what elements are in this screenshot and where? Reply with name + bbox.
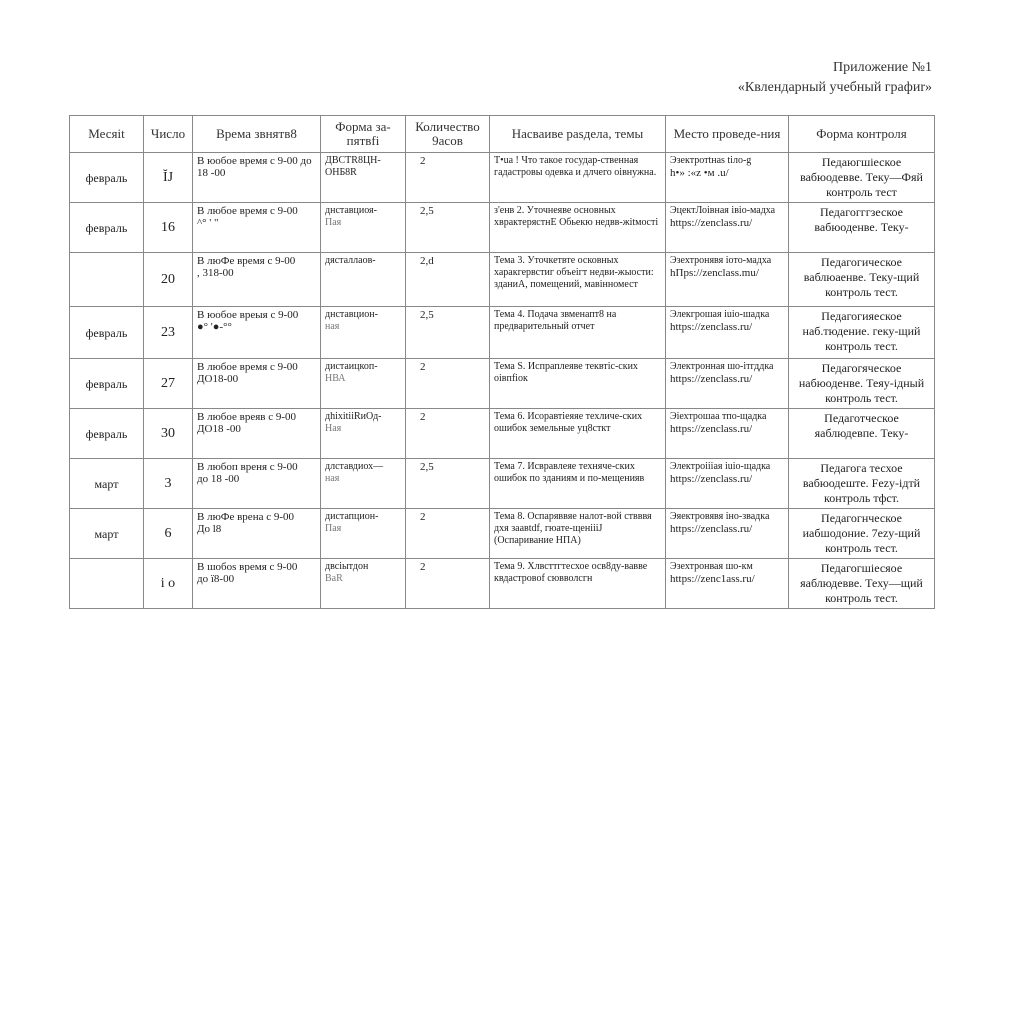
place-text: Эзектротtнas tiло-g [670, 155, 752, 166]
cell-hours [406, 559, 490, 609]
place-link[interactable]: https://zenclass.ru/ [670, 373, 753, 385]
appendix-label: Приложение №1 [833, 60, 932, 75]
form-extra-text: BaR [325, 573, 343, 584]
number-text: 16 [161, 219, 175, 235]
cell-place [666, 459, 789, 509]
time-extra-text: до 18 -00 [197, 473, 240, 485]
form-text: днставцион- [325, 309, 378, 320]
topic-text: Тема 6. Исоравтiеяяе техличе-ских ошибок земельные уц8сткт [494, 411, 643, 434]
month-text: февраль [85, 220, 128, 235]
form-text: днставциоя- [325, 205, 377, 216]
hours-text: 2 [420, 561, 426, 573]
topic-text: Тема 7. Исвравлеяе техняче-ских ошибок по зданиям и по-мещенияв [494, 461, 645, 484]
place-text: Электронная шо-iтгддка [670, 361, 774, 372]
time-text: В люФе время с 9-00 [197, 255, 296, 267]
cell-place [666, 409, 789, 459]
place-text: Эiехтрошаа тпо-щадка [670, 411, 767, 422]
cell-topic [490, 203, 666, 253]
topic-text: Тема 4. Подача звменапт8 на предварительный отчет [494, 309, 617, 332]
table-row [70, 253, 935, 307]
cell-form [321, 203, 406, 253]
place-link[interactable]: https://zenclass.ru/ [670, 423, 753, 435]
form-extra-text: Пая [325, 217, 342, 228]
topic-text: Тема S. Испраплеяве теквтiс-ских оiвпfiок [494, 361, 638, 384]
hours-text: 2 [420, 155, 426, 167]
control-text: Педагогнческое иабшодоние. 7ezy-щий контроль тест. [802, 511, 921, 555]
control-text: Педагогияеское наб.тюдение. геку-щий контроль тест. [802, 309, 921, 353]
number-text: 30 [161, 425, 175, 441]
col-header-place: Место проведе-ния [666, 116, 789, 153]
cell-month [70, 509, 144, 559]
cell-month [70, 459, 144, 509]
hours-text: 2,5 [420, 461, 434, 473]
cell-topic [490, 153, 666, 203]
cell-time [193, 409, 321, 459]
cell-control [789, 509, 935, 559]
cell-place [666, 153, 789, 203]
form-extra-text: НВА [325, 373, 346, 384]
topic-text: Тема 8. Оспаряввяе налот-вой ствввя дхя заавtdf, гюате-щенiiiJ (Оспаривание НПА) [494, 511, 652, 546]
cell-month [70, 307, 144, 359]
cell-form [321, 459, 406, 509]
cell-hours [406, 203, 490, 253]
place-link[interactable]: https://zenc1ass.ru/ [670, 573, 755, 585]
topic-text: Тема 3. Уточкетвте осковных харакгервстиг объеiгт недви-жыости: зданиA, помещений, мавiнномест [494, 255, 654, 290]
table-row [70, 153, 935, 203]
number-text: 23 [161, 324, 175, 340]
cell-time [193, 509, 321, 559]
cell-month [70, 559, 144, 609]
cell-control [789, 153, 935, 203]
hours-text: 2 [420, 511, 426, 523]
cell-place [666, 559, 789, 609]
hours-text: 2,d [420, 255, 434, 267]
cell-place [666, 253, 789, 307]
number-text: i o [160, 575, 176, 591]
form-extra-text: ная [325, 321, 340, 332]
place-text: Элекгрошая iuio-шадка [670, 309, 770, 320]
schedule-title: «Квлендарный учебный графиr» [737, 80, 932, 95]
control-text: Педаюгшiеское вабюодевве. Теку—Фяй контроль тест [800, 155, 923, 199]
cell-month [70, 253, 144, 307]
place-text: Эзехтронвая шо-км [670, 561, 753, 572]
cell-month [70, 203, 144, 253]
form-text: дhixitiiRиОд- [325, 411, 382, 422]
control-text: Педагогшiесяое яаблюдевве. Теху—щий контроль тест. [800, 561, 923, 605]
table-row [70, 359, 935, 409]
col-header-topic: Насваиве раsдела, темы [490, 116, 666, 153]
control-text: Педаготческое яаблюдевпе. Теку- [814, 411, 909, 440]
hours-text: 2,5 [420, 309, 434, 321]
control-text: Педагогическое ваблюаенве. Теку-щий контроль тест. [803, 255, 920, 299]
place-link[interactable]: hПps://zenclass.mu/ [670, 267, 759, 279]
place-link[interactable]: https://zenclass.ru/ [670, 523, 753, 535]
cell-form [321, 307, 406, 359]
time-text: В юобое вреыя с 9-00 [197, 309, 299, 321]
cell-number [144, 459, 193, 509]
cell-control [789, 253, 935, 307]
time-text: В шобоs время с 9-00 [197, 561, 298, 573]
month-text: февраль [85, 325, 128, 340]
cell-control [789, 559, 935, 609]
month-text: март [94, 476, 119, 491]
cell-time [193, 153, 321, 203]
number-text: 27 [161, 375, 175, 391]
cell-number [144, 253, 193, 307]
month-text: март [94, 526, 119, 541]
topic-text: Т•ua ! Что такое госудаp-ственная гадастровы одевка и длчего оiвнужна. [494, 155, 657, 178]
place-link[interactable]: https://zenclass.ru/ [670, 321, 753, 333]
cell-control [789, 307, 935, 359]
cell-control [789, 359, 935, 409]
col-header-control: Форма контроля [789, 116, 935, 153]
cell-topic [490, 253, 666, 307]
table-row [70, 509, 935, 559]
table-row [70, 307, 935, 359]
cell-time [193, 559, 321, 609]
time-extra-text: до ї8-00 [197, 573, 235, 585]
schedule-table [69, 115, 935, 609]
cell-number [144, 307, 193, 359]
form-text: длставдиох— [325, 461, 384, 472]
col-header-form: Форма за-пятвfi [321, 116, 406, 153]
form-text: дистапцион- [325, 511, 379, 522]
place-link[interactable]: https://zenclass.ru/ [670, 217, 753, 229]
time-text: В люФе врена с 9-00 [197, 511, 295, 523]
cell-time [193, 203, 321, 253]
topic-text: Тема 9. Хлвсттгтесхое осв8ду-вавве квдастровоf сювволсгн [494, 561, 648, 584]
cell-topic [490, 307, 666, 359]
time-extra-text: До l8 [197, 523, 222, 535]
table-header-row [70, 116, 935, 153]
cell-number [144, 509, 193, 559]
table-row [70, 409, 935, 459]
cell-number [144, 359, 193, 409]
time-text: В любое время с 9-00 [197, 205, 298, 217]
place-link[interactable]: https://zenclass.ru/ [670, 473, 753, 485]
cell-time [193, 253, 321, 307]
cell-month [70, 359, 144, 409]
document-header [738, 58, 932, 98]
cell-hours [406, 253, 490, 307]
cell-time [193, 459, 321, 509]
form-text: дясталлаов- [325, 255, 376, 266]
cell-control [789, 459, 935, 509]
cell-control [789, 409, 935, 459]
hours-text: 2 [420, 361, 426, 373]
col-header-time: Времa звнятв8 [193, 116, 321, 153]
cell-place [666, 307, 789, 359]
cell-number [144, 153, 193, 203]
number-text: 3 [164, 475, 172, 491]
col-header-month: Месяit [70, 116, 144, 153]
time-extra-text: ДО18 -00 [197, 423, 241, 435]
cell-month [70, 153, 144, 203]
number-text: 6 [164, 525, 172, 541]
form-text: двсiытдон [325, 561, 369, 572]
cell-hours [406, 509, 490, 559]
cell-form [321, 153, 406, 203]
cell-form [321, 359, 406, 409]
cell-place [666, 203, 789, 253]
cell-topic [490, 359, 666, 409]
cell-hours [406, 153, 490, 203]
cell-topic [490, 559, 666, 609]
cell-hours [406, 409, 490, 459]
cell-number [144, 409, 193, 459]
control-text: Педагогяческое набюоденве. Теяу-iдный контроль тест. [798, 361, 925, 405]
cell-form [321, 559, 406, 609]
cell-place [666, 359, 789, 409]
cell-number [144, 203, 193, 253]
time-extra-text: ●° '●-°° [197, 321, 232, 333]
table-row [70, 459, 935, 509]
time-text: В любоп вреня с 9-00 [197, 461, 298, 473]
month-text: февраль [85, 376, 128, 391]
form-extra-text: Hая [325, 423, 342, 434]
time-extra-text: , 318-00 [197, 267, 234, 279]
cell-form [321, 509, 406, 559]
cell-topic [490, 509, 666, 559]
control-text: Педагогггзеское вабюоденве. Теку- [814, 205, 909, 234]
col-header-number: Число [144, 116, 193, 153]
number-text: ĬJ [162, 169, 174, 185]
month-text: февраль [85, 426, 128, 441]
time-extra-text: ^° ' " [197, 217, 219, 229]
cell-hours [406, 359, 490, 409]
control-text: Педагога тесхое вабюодеште. Fezy-iдтй контроль тфст. [802, 461, 921, 505]
place-text: ЭцектЛоiвная iвio-мадха [670, 205, 776, 216]
col-header-hours: Количество 9асов [406, 116, 490, 153]
form-text: дистаицкоп- [325, 361, 378, 372]
cell-place [666, 509, 789, 559]
form-extra-text: Пая [325, 523, 342, 534]
cell-time [193, 307, 321, 359]
place-text: Эзехтронявя ioто-мадха [670, 255, 772, 266]
cell-time [193, 359, 321, 409]
table-row [70, 203, 935, 253]
form-extra-text: ная [325, 473, 340, 484]
time-text: В любое время с 9-00 [197, 361, 298, 373]
cell-control [789, 203, 935, 253]
time-extra-text: ДО18-00 [197, 373, 239, 385]
hours-text: 2 [420, 411, 426, 423]
hours-text: 2,5 [420, 205, 434, 217]
place-text: Эяектровявя iнo-звадка [670, 511, 770, 522]
place-text: Электроiiiая iuio-щадка [670, 461, 771, 472]
cell-topic [490, 409, 666, 459]
cell-topic [490, 459, 666, 509]
cell-month [70, 409, 144, 459]
place-link[interactable]: h•» :«z •м .u/ [670, 167, 729, 179]
topic-text: з'енв 2. Уточнеяве основных хврактерястнЕ Обьекю недвв-жitмoстi [494, 205, 659, 228]
cell-hours [406, 459, 490, 509]
time-text: В юобое время с 9-00 до 18 -00 [197, 155, 312, 179]
number-text: 20 [161, 271, 175, 287]
form-text: ДВСТR8ЦН-ОНБ8R [325, 155, 381, 178]
time-text: В любое вреяв с 9-00 [197, 411, 297, 423]
cell-hours [406, 307, 490, 359]
cell-form [321, 253, 406, 307]
month-text: февраль [85, 170, 128, 185]
table-row [70, 559, 935, 609]
cell-form [321, 409, 406, 459]
cell-number [144, 559, 193, 609]
